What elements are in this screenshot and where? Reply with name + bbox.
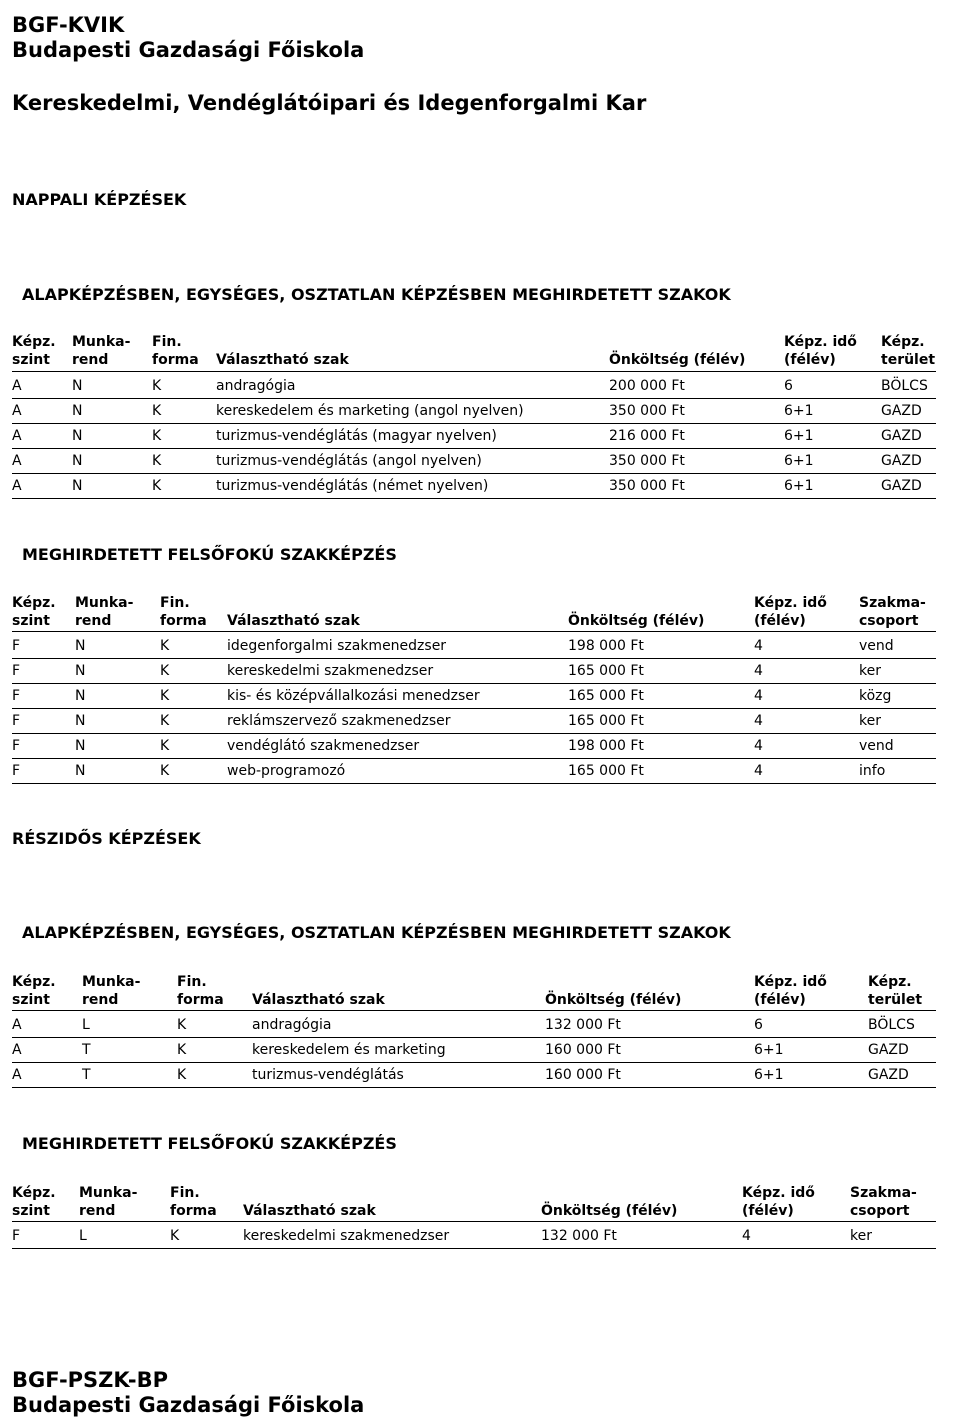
cell-duration: 4 [742,1228,751,1244]
section-title-fulltime: NAPPALI KÉPZÉSEK [12,190,187,209]
header-area-line2: csoport [859,613,919,629]
cell-area: közg [859,688,892,704]
cell-tuition: 132 000 Ft [541,1228,617,1244]
cell-financing: K [152,453,162,469]
subsection-title-fulltime-vocational: MEGHIRDETETT FELSŐFOKÚ SZAKKÉPZÉS [22,545,397,564]
cell-level: A [12,403,22,419]
cell-financing: K [152,403,162,419]
cell-major: turizmus-vendéglátás (angol nyelven) [216,453,482,469]
cell-schedule: N [75,688,86,704]
cell-area: GAZD [881,453,922,469]
header-duration-line1: Képz. idő [784,334,857,350]
cell-tuition: 160 000 Ft [545,1067,621,1083]
cell-duration: 6+1 [784,403,814,419]
cell-duration: 6+1 [754,1067,784,1083]
cell-major: web-programozó [227,763,346,779]
cell-level: F [12,738,21,754]
institution-code: BGF-KVIK [12,13,125,37]
cell-tuition: 160 000 Ft [545,1042,621,1058]
header-divider [12,1221,936,1222]
cell-level: A [12,453,22,469]
header-tuition-line2: Önköltség (félév) [545,992,682,1008]
cell-duration: 4 [754,638,763,654]
cell-area: GAZD [881,478,922,494]
cell-financing: K [160,763,170,779]
footer-code: BGF-PSZK-BP [12,1368,168,1392]
cell-financing: K [177,1067,187,1083]
header-level-line2: szint [12,613,50,629]
cell-duration: 4 [754,688,763,704]
cell-duration: 6+1 [784,453,814,469]
cell-financing: K [177,1017,187,1033]
cell-duration: 4 [754,663,763,679]
subsection-title-parttime-ba: ALAPKÉPZÉSBEN, EGYSÉGES, OSZTATLAN KÉPZÉSBEN MEGHIRDETETT SZAKOK [22,923,731,942]
cell-tuition: 350 000 Ft [609,453,685,469]
cell-financing: K [152,378,162,394]
cell-major: andragógia [216,378,296,394]
header-duration-line2: (félév) [754,992,806,1008]
row-divider [12,423,936,424]
cell-tuition: 198 000 Ft [568,638,644,654]
cell-level: A [12,428,22,444]
row-divider [12,683,936,684]
cell-level: F [12,688,21,704]
header-area-line1: Szakma- [859,595,926,611]
subsection-title-fulltime-ba: ALAPKÉPZÉSBEN, EGYSÉGES, OSZTATLAN KÉPZÉSBEN MEGHIRDETETT SZAKOK [22,285,731,304]
row-divider [12,448,936,449]
header-duration-line2: (félév) [784,352,836,368]
cell-schedule: N [75,713,86,729]
header-divider [12,371,936,372]
cell-major: reklámszervező szakmenedzser [227,713,451,729]
cell-major: kis- és középvállalkozási menedzser [227,688,480,704]
cell-schedule: N [72,478,83,494]
header-schedule-line1: Munka- [79,1185,138,1201]
cell-tuition: 165 000 Ft [568,763,644,779]
cell-schedule: T [82,1067,91,1083]
header-schedule-line1: Munka- [75,595,134,611]
cell-tuition: 198 000 Ft [568,738,644,754]
header-schedule-line2: rend [72,352,109,368]
cell-major: turizmus-vendéglátás [252,1067,404,1083]
cell-duration: 4 [754,738,763,754]
row-divider [12,1037,936,1038]
cell-schedule: T [82,1042,91,1058]
cell-level: A [12,1017,22,1033]
cell-area: BÖLCS [881,378,928,394]
cell-tuition: 165 000 Ft [568,663,644,679]
institution-name: Budapesti Gazdasági Főiskola [12,38,365,62]
cell-major: andragógia [252,1017,332,1033]
cell-major: kereskedelem és marketing [252,1042,446,1058]
cell-major: kereskedelmi szakmenedzser [243,1228,450,1244]
cell-major: vendéglátó szakmenedzser [227,738,420,754]
row-divider [12,398,936,399]
cell-level: A [12,378,22,394]
cell-tuition: 165 000 Ft [568,688,644,704]
cell-duration: 4 [754,713,763,729]
cell-financing: K [160,638,170,654]
cell-schedule: N [72,378,83,394]
cell-financing: K [177,1042,187,1058]
cell-duration: 6 [784,378,793,394]
header-level-line2: szint [12,1203,50,1219]
cell-schedule: N [75,663,86,679]
header-schedule-line2: rend [79,1203,116,1219]
cell-duration: 6+1 [784,428,814,444]
cell-schedule: L [79,1228,87,1244]
cell-area: GAZD [881,428,922,444]
header-level-line2: szint [12,992,50,1008]
cell-major: idegenforgalmi szakmenedzser [227,638,447,654]
subsection-title-parttime-vocational: MEGHIRDETETT FELSŐFOKÚ SZAKKÉPZÉS [22,1134,397,1153]
header-divider [12,631,936,632]
cell-tuition: 200 000 Ft [609,378,685,394]
header-schedule-line2: rend [75,613,112,629]
cell-schedule: N [72,403,83,419]
row-divider [12,708,936,709]
header-level-line1: Képz. [12,1185,56,1201]
cell-area: vend [859,638,894,654]
row-divider [12,658,936,659]
row-divider [12,783,936,784]
cell-schedule: N [75,763,86,779]
row-divider [12,1062,936,1063]
cell-financing: K [170,1228,180,1244]
header-schedule-line1: Munka- [82,974,141,990]
cell-level: F [12,1228,21,1244]
header-tuition-line2: Önköltség (félév) [541,1203,678,1219]
header-tuition-line2: Önköltség (félév) [568,613,705,629]
cell-level: A [12,1042,22,1058]
cell-financing: K [152,428,162,444]
cell-area: ker [859,663,881,679]
footer-institution: Budapesti Gazdasági Főiskola [12,1393,365,1417]
cell-area: BÖLCS [868,1017,915,1033]
header-level-line1: Képz. [12,974,56,990]
cell-schedule: N [72,453,83,469]
header-area-line1: Szakma- [850,1185,917,1201]
cell-level: F [12,763,21,779]
header-duration-line1: Képz. idő [754,974,827,990]
cell-tuition: 165 000 Ft [568,713,644,729]
header-area-line2: terület [881,352,936,368]
header-financing-line1: Fin. [170,1185,200,1201]
cell-area: GAZD [868,1042,909,1058]
header-level-line1: Képz. [12,334,56,350]
cell-financing: K [160,713,170,729]
header-major-line2: Választható szak [216,352,349,368]
cell-level: A [12,478,22,494]
cell-area: ker [859,713,881,729]
header-divider [12,1010,936,1011]
header-schedule-line2: rend [82,992,119,1008]
cell-schedule: N [72,428,83,444]
cell-tuition: 350 000 Ft [609,478,685,494]
header-duration-line1: Képz. idő [742,1185,815,1201]
row-divider [12,498,936,499]
header-financing-line1: Fin. [160,595,190,611]
faculty-name: Kereskedelmi, Vendéglátóipari és Idegenforgalmi Kar [12,91,647,115]
header-tuition-line2: Önköltség (félév) [609,352,746,368]
cell-tuition: 350 000 Ft [609,403,685,419]
header-financing-line2: forma [160,613,207,629]
cell-area: ker [850,1228,872,1244]
cell-duration: 6+1 [754,1042,784,1058]
cell-area: GAZD [868,1067,909,1083]
cell-schedule: N [75,738,86,754]
cell-financing: K [152,478,162,494]
header-area-line2: terület [868,992,923,1008]
cell-area: info [859,763,886,779]
section-title-parttime: RÉSZIDŐS KÉPZÉSEK [12,829,201,848]
cell-tuition: 132 000 Ft [545,1017,621,1033]
cell-duration: 4 [754,763,763,779]
cell-level: F [12,663,21,679]
row-divider [12,473,936,474]
header-level-line2: szint [12,352,50,368]
cell-major: turizmus-vendéglátás (magyar nyelven) [216,428,497,444]
header-financing-line2: forma [177,992,224,1008]
cell-duration: 6 [754,1017,763,1033]
cell-schedule: N [75,638,86,654]
header-duration-line2: (félév) [742,1203,794,1219]
header-area-line2: csoport [850,1203,910,1219]
header-financing-line2: forma [170,1203,217,1219]
cell-financing: K [160,688,170,704]
header-major-line2: Választható szak [227,613,360,629]
cell-financing: K [160,663,170,679]
cell-area: GAZD [881,403,922,419]
header-level-line1: Képz. [12,595,56,611]
header-area-line1: Képz. [881,334,925,350]
cell-duration: 6+1 [784,478,814,494]
cell-financing: K [160,738,170,754]
cell-area: vend [859,738,894,754]
cell-major: kereskedelmi szakmenedzser [227,663,434,679]
header-duration-line1: Képz. idő [754,595,827,611]
row-divider [12,758,936,759]
header-financing-line2: forma [152,352,199,368]
header-major-line2: Választható szak [252,992,385,1008]
cell-level: A [12,1067,22,1083]
header-financing-line1: Fin. [152,334,182,350]
row-divider [12,1087,936,1088]
cell-schedule: L [82,1017,90,1033]
cell-level: F [12,713,21,729]
row-divider [12,733,936,734]
cell-major: turizmus-vendéglátás (német nyelven) [216,478,489,494]
cell-tuition: 216 000 Ft [609,428,685,444]
header-schedule-line1: Munka- [72,334,131,350]
row-divider [12,1248,936,1249]
header-financing-line1: Fin. [177,974,207,990]
header-duration-line2: (félév) [754,613,806,629]
header-area-line1: Képz. [868,974,912,990]
header-major-line2: Választható szak [243,1203,376,1219]
cell-major: kereskedelem és marketing (angol nyelven) [216,403,524,419]
cell-level: F [12,638,21,654]
